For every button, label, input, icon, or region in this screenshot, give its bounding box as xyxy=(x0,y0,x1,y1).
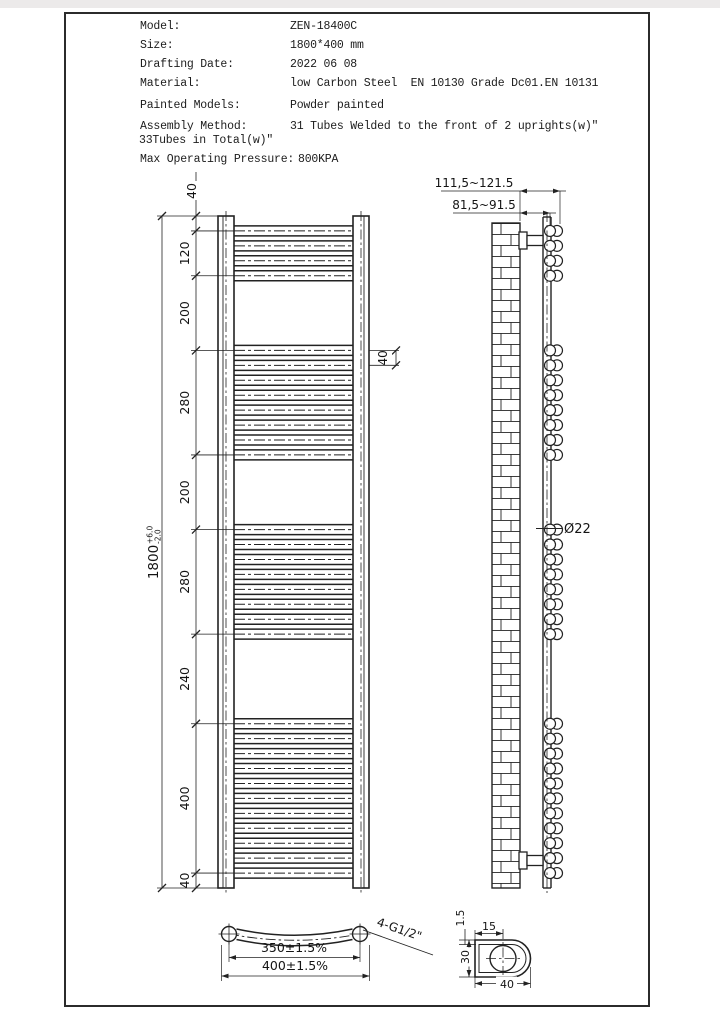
section-width-dim: 40 xyxy=(500,978,514,991)
dim-label: 280 xyxy=(177,569,192,594)
side-view xyxy=(435,176,591,893)
spec-label: Assembly Method: xyxy=(140,120,248,133)
spec-label: Model: xyxy=(140,20,181,33)
spec-value: 31 Tubes Welded to the front of 2 uprights(w)" xyxy=(290,120,599,133)
overall-width-dim: 400±1.5% xyxy=(261,958,329,973)
spec-label: Material: xyxy=(140,77,201,90)
dim-label: 240 xyxy=(177,667,192,691)
spec-value: 1800*400 mm xyxy=(290,39,364,52)
bottom-view xyxy=(219,915,434,981)
hole-offset-dim: 15 xyxy=(482,920,496,933)
dim-label: 200 xyxy=(177,480,192,505)
dim-label: 40 xyxy=(184,183,199,199)
front-view xyxy=(146,172,401,893)
centers-width-dim: 350±1.5% xyxy=(260,940,328,955)
wall-thickness-dim: 1.5 xyxy=(455,909,467,927)
mount-depth-inner-dim: 81,5~91.5 xyxy=(452,198,516,212)
spec-label: Painted Models: xyxy=(140,99,241,112)
spec-value: 2022 06 08 xyxy=(290,58,358,71)
dim-label: 40 xyxy=(177,872,192,889)
dim-label: 280 xyxy=(177,390,192,415)
spec-value: Powder painted xyxy=(290,99,384,112)
tube-pitch-dim: 40 xyxy=(376,350,390,366)
tube-diameter-label: Ø22 xyxy=(564,522,591,537)
spec-label: Size: xyxy=(140,39,174,52)
tube-section-detail xyxy=(455,910,531,991)
mount-depth-outer-dim: 111,5~121.5 xyxy=(434,176,514,190)
overall-height-value: 1800 xyxy=(146,544,162,580)
spec-value: ZEN-18400C xyxy=(290,20,358,33)
spec-label: Max Operating Pressure: xyxy=(140,153,295,166)
overall-height-dim xyxy=(146,526,163,580)
section-height-dim: 30 xyxy=(459,950,472,964)
spec-value: 800KPA xyxy=(298,153,339,166)
dim-label: 120 xyxy=(177,241,192,266)
thread-spec-label: 4-G1/2" xyxy=(375,915,424,944)
spec-value: low Carbon Steel EN 10130 Grade Dc01.EN 10131 xyxy=(290,77,599,90)
tolerance-upper: +6.0 xyxy=(145,525,155,544)
spec-label: Drafting Date: xyxy=(140,58,234,71)
dim-label: 400 xyxy=(177,786,192,811)
dim-label: 200 xyxy=(177,301,192,325)
spec-label: 33Tubes in Total(w)" xyxy=(139,134,274,147)
tolerance-lower: -2.0 xyxy=(153,529,163,544)
thread-spec-callout xyxy=(375,915,424,943)
